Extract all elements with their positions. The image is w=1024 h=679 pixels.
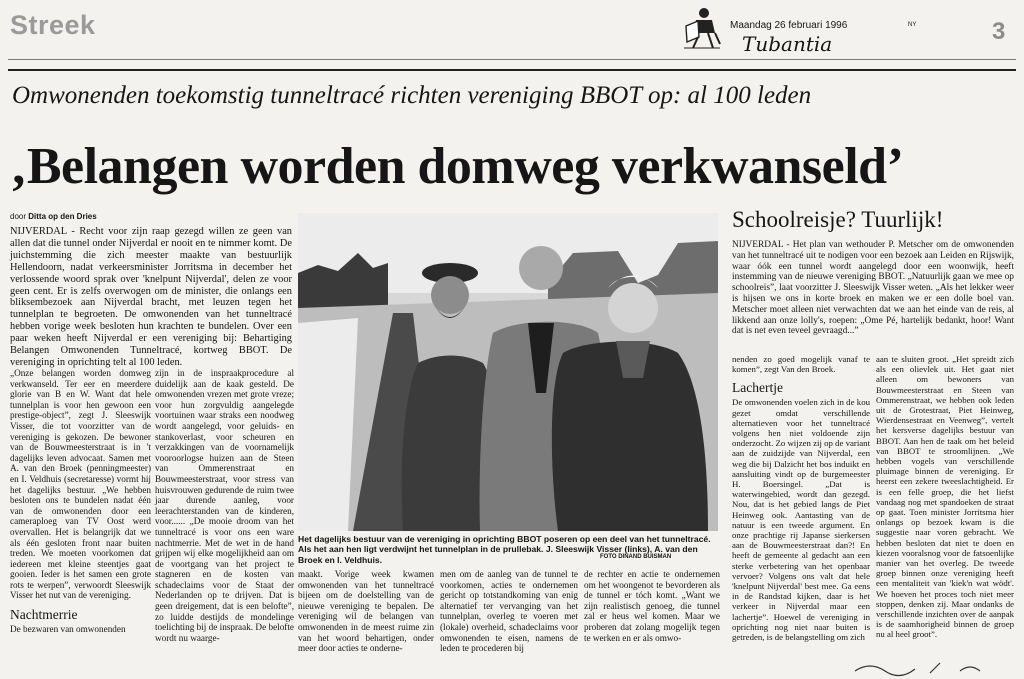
article-column-2 [155,368,294,643]
edition-code: NY [908,22,917,28]
header-rule-thick [8,69,1016,71]
byline-author: Ditta op den Dries [28,212,97,221]
article-headline: ‚Belangen worden domweg verkwanseld’ [10,138,904,195]
sidebar-column-a [732,354,870,642]
sidebar-column-a-body: De omwonenden voelen zich in de kou gezet omdat verschillende alternatieven voor het tunneltracé volgens hen niet voldoende zijn onderzocht. Zo wijzen zij op de variant aan de zuidzijde van Nijverdal, een weg die bij Dalzicht het bos induikt en aansluiting vindt op de burgemeester H. Boersingel. „Dat is waterwingebied, wordt dan gezegd. Nou, dat is het gebied langs de Piet Heinweg ook. Aantasting van de natuur is een tweede argument. En onze prachtige rij Japanse sierkersen aan de Bouwmeesterstraat dan?! En heeft de gemeente al gedacht aan een sterke verbetering van het openbaar vervoer? Volgens ons valt dat hele 'knelpunt Nijverdal' best mee. Ga eens in de Randstad kijken, daar is het verkeer in Nijverdal maar een lachertje”. Hoewel de vereniging in oprichting nog niet naar buiten is getreden, is de belangstelling om zich [732,397,871,643]
photo-caption: Het dagelijks bestuur van de vereniging in oprichting BBOT poseren op een deel van het tunneltracé. Als het aan hen ligt verdwijnt het tunnelplan in de prullebak. J. Sleeswijk Visser (links), A. van den Broek en I. Veldhuis. [298,534,711,565]
column-4-text: men om de aanleg van de tunnel te voorkomen, acties te ondernemen gericht op totstandkoming van enig alternatief ter vervanging van het tunnelplan, overleg te voeren met (lokale) overheid, schadeclaims voor omwonenden te eisen, namens de leden te procederen bij [440,569,578,654]
article-column-1 [10,368,151,635]
signature-scribble-icon [850,659,990,677]
article-column-5 [584,569,720,643]
sidebar-column-b-text: aan te sluiten groot. „Het spreidt zich als een olievlek uit. Het gaat niet alleen om bewoners van Bouwmeesterstraat en Steen van Ommerenstraat, we hebben ook leden uit de Grotestraat, Piet Heinweg, Wierdensestraat en Veenweg”, vertelt het kersverse dagelijks bestuur van BBOT. Aan hen de taak om het beleid van BBOT te stroomlijnen. „We hebben vogels van verschillende pluimage binnen de vereniging. Er heerst een zekere tweeslachtigheid. Er is een felle groep, die het liefst vandaag nog met spandoeken de straat op gaat. Toen minister Jorritsma hier onlangs op bezoek kwam is die suggestie naar voren gebracht. We hebben besloten dat niet te doen en kiezen vooralsnog voor de fatsoenlijke manier van het overleg. De tweede groep binnen onze vereniging heeft een mentaliteit van 'kiek'n wat wödt'. We hoeven het proces toch niet meer stoppen, denken zij. Maar ondanks de verschillende inzichten over de aanpak is de saamhorigheid binnen de groep nu al heel groot”. [876,354,1014,640]
article-column-4 [440,569,578,654]
article-kicker: Omwonenden toekomstig tunneltracé richten vereniging BBOT op: al 100 leden [12,82,812,109]
masthead-logo: Tubantia [742,32,833,56]
column-2-text: zijn in de inspraakprocedure al duidelijk aan de kaak gesteld. De omwonenden vrezen met grote vreze; voor hun zorgvuldig aangelegde voortuinen waar straks een noodweg wordt aangelegd, voor geluids- en stankoverlast, voor scheuren en verzakkingen van de voornamelijk vooroorlogse huizen aan de Steen van Ommerenstraat en Bouwmeesterstraat, voor stress van huisvrouwen gedurende de ruim twee jaar durende aanleg, voor leerachterstanden van de kinderen, voor...... „De mooie droom van het tunneltracé is voor ons een ware nachtmerrie. Met de wet in de hand grijpen wij elke mogelijkheid aan om de voortgang van het project te stagneren en de kosten van schadeclaims voor de Staat der Nederlanden op te drijven. Dat is geen dreigement, dat is een belofte”, zo luidde destijds de mondelinge toelichting bij de inspraak. De belofte wordt nu waarge- [155,368,294,643]
lead-paragraph: NIJVERDAL - Recht voor zijn raap gezegd willen ze geen van allen dat die tunnel onder Nijverdal er nooit en te nimmer komt. De juichstemming die zich meester maakte van bestuurlijk Hellendoorn, nadat verkeersminister Jorritsma in december het verlossende woord sprak over 'knelpunt Nijverdal', delen ze voor geen cent. Er is zelfs overwogen om de minister, die onlangs een bliksembezoek aan Nijverdal bracht, met leuzen tegen het tunnelplan te begroeten. De omwonenden van het tunneltracé hebben vorige week besloten hun krachten te bundelen. Over een paar weken heeft Nijverdal er een vereniging bij: Behartiging Belangen Omwonenden Tunneltracé, kortweg BBOT. De vereniging in oprichting telt al 100 leden. [10,226,292,368]
column-1-end: De bezwaren van omwonenden [10,624,126,635]
byline [10,212,97,221]
header-rule [8,59,1016,60]
article-lead [10,226,292,369]
column-1-text: „Onze belangen worden domweg verkwanseld. Ter eer en meerdere glorie van B en W. Want dat hele tunnelplan is voor hen gewoon een prestige-object”, zegt J. Sleeswijk Visser, die tot voorzitter van de vereniging is gekozen. De bewoner van de Bouwmeesterstraat is in 't dagelijks leven advocaat. Samen met A. van den Broek (penningmeester) en I. Veldhuis (secretaresse) vormt hij het dagelijks bestuur. „We hebben besloten ons te bundelen nadat één van de omwonenden door een cameraploeg van TV Oost werd overvallen. Het is belangrijk dat we als één gesloten front naar buiten treden. We moeten voorkomen dat iedereen met kleine steentjes gaat gooien. Ieder is het samen een grote rots te werpen”, verwoordt Sleeswijk Visser het nut van de vereniging. [10,368,151,601]
subheading-nachtmerrie: Nachtmerrie [10,607,78,623]
sidebar-column-a-text: nenden zo goed mogelijk vanaf te komen”, zegt Van den Broek. [732,354,870,375]
issue-date: Maandag 26 februari 1996 [730,20,848,31]
page-number: 3 [992,18,1006,45]
section-title: Streek [10,10,96,40]
sidebar-intro [732,240,1014,337]
reading-man-icon [682,6,722,50]
column-5-text: de rechter en actie te ondernemen om het woongenot te bevorderen als de tunnel er tóch komt. „Want we zijn realistisch genoeg, die tunnel zal er heus wel komen. Maar we proberen dat zolang mogelijk tegen te werken en er als omwo- [584,569,720,643]
sidebar-title: Schoolreisje? Tuurlijk! [732,207,944,232]
article-column-3 [298,569,434,654]
photo-credit: FOTO DINAND BUISMAN [600,554,672,560]
sidebar-column-b [876,354,1014,640]
subheading-lachertje: Lachertje [732,380,783,396]
article-photo [298,213,718,531]
sidebar-text: NIJVERDAL - Het plan van wethouder P. Metscher om de omwonenden van het tunneltracé uit te nodigen voor een bezoek aan Leiden en Rijswijk, waar óók een tunnel wordt aangelegd door een woonwijk, heeft instemming van de nieuwe vereniging BBOT. „Natuurlijk gaan we mee op schoolreis”, laat voorzitter J. Sleeswijk Visser weten. „Als het lekker weer is hijsen we ons in korte broek en maken we er een dolle boel van. Metscher moet alleen niet verwachten dat we aan het einde van de reis, al likkend aan onze lolly's, roepen: „Ome Pé, hartelijk bedankt, hoor! Want dat is net even teveel gevraagd...” [732,240,1014,337]
column-3-text: maakt. Vorige week kwamen omwonenden van het tunneltracé bijeen om de doelstelling van de nieuwe vereniging te bepalen. De vereniging wil de belangen van omwonenden in de meest ruime zin van het woord behartigen, onder meer door acties te onderne- [298,569,434,654]
byline-prefix: door [10,212,29,221]
